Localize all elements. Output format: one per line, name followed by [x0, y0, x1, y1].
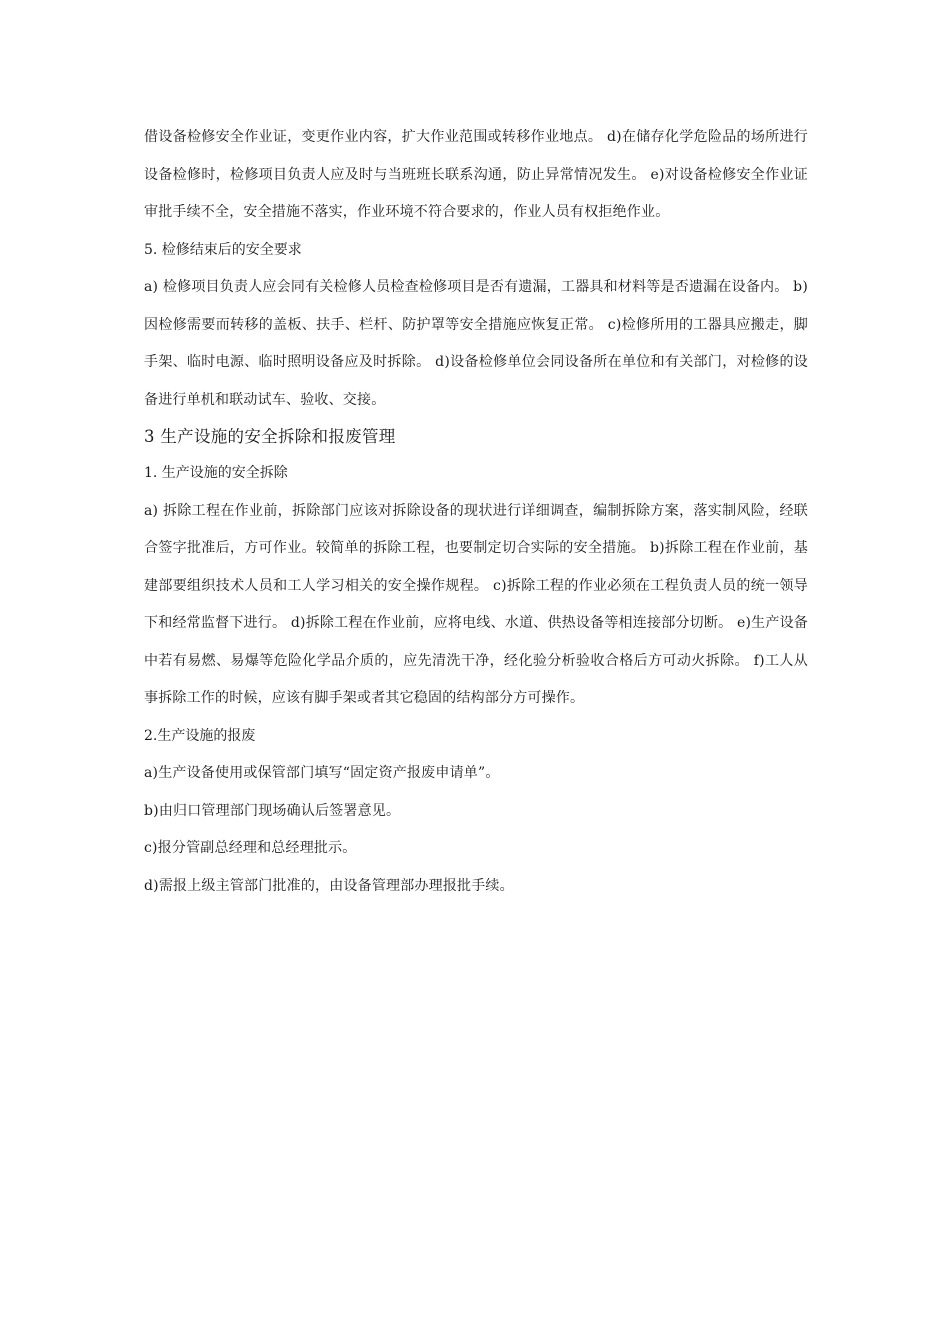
paragraph-post-maintenance: a) 检修项目负责人应会同有关检修人员检查检修项目是否有遗漏，工器具和材料等是否遗漏在设备内。 b)因检修需要而转移的盖板、扶手、栏杆、防护罩等安全措施应恢复正常。 c)检修所用的工器具应搬走，脚手架、临时电源、临时照明设备应及时拆除。 d)设备检修单位会同设备所在单位和有关部门，对检修的设备进行单机和联动试车、验收、交接。 — [144, 279, 808, 408]
list-item-scrapping-c: c)报分管副总经理和总经理批示。 — [144, 840, 357, 856]
subsection-title-scrapping: 2.生产设施的报废 — [144, 727, 256, 744]
list-item-scrapping-b: b)由归口管理部门现场确认后签署意见。 — [144, 802, 401, 819]
list-item-scrapping-d: d)需报上级主管部门批准的，由设备管理部办理报批手续。 — [144, 877, 514, 894]
paragraph-safe-demolition: a) 拆除工程在作业前，拆除部门应该对拆除设备的现状进行详细调查，编制拆除方案，落实制风险，经联合签字批准后，方可作业。较简单的拆除工程，也要制定切合实际的安全措施。 b)拆除工程在作业前，基建部要组织技术人员和工人学习相关的安全操作规程。 c)拆除工程的作业必须在工程负责人员的统一领导下和经常监督下进行。 d)拆除工程在作业前，应将电线、水道、供热设备等相连接部分切断。 e)生产设备中若有易燃、易爆等危险化学品介质的，应先清洗干净，经化验分析验收合格后方可动火拆除。 f)工人从事拆除工作的时候，应该有脚手架或者其它稳固的结构部分方可操作。 — [144, 502, 808, 706]
document-page — [144, 119, 808, 905]
list-item-scrapping-a: a)生产设备使用或保管部门填写“固定资产报废申请单”。 — [144, 765, 500, 781]
subsection-title-post-maintenance: 5. 检修结束后的安全要求 — [144, 241, 302, 258]
paragraph-maintenance-safety: 借设备检修安全作业证，变更作业内容，扩大作业范围或转移作业地点。 d)在储存化学危险品的场所进行设备检修时，检修项目负责人应及时与当班班长联系沟通，防止异常情况发生。 e)对设备检修安全作业证审批手续不全，安全措施不落实，作业环境不符合要求的，作业人员有权拒绝作业。 — [144, 129, 808, 220]
section-title-demolition-scrapping: 3 生产设施的安全拆除和报废管理 — [144, 427, 396, 446]
subsection-title-safe-demolition: 1. 生产设施的安全拆除 — [144, 465, 288, 481]
